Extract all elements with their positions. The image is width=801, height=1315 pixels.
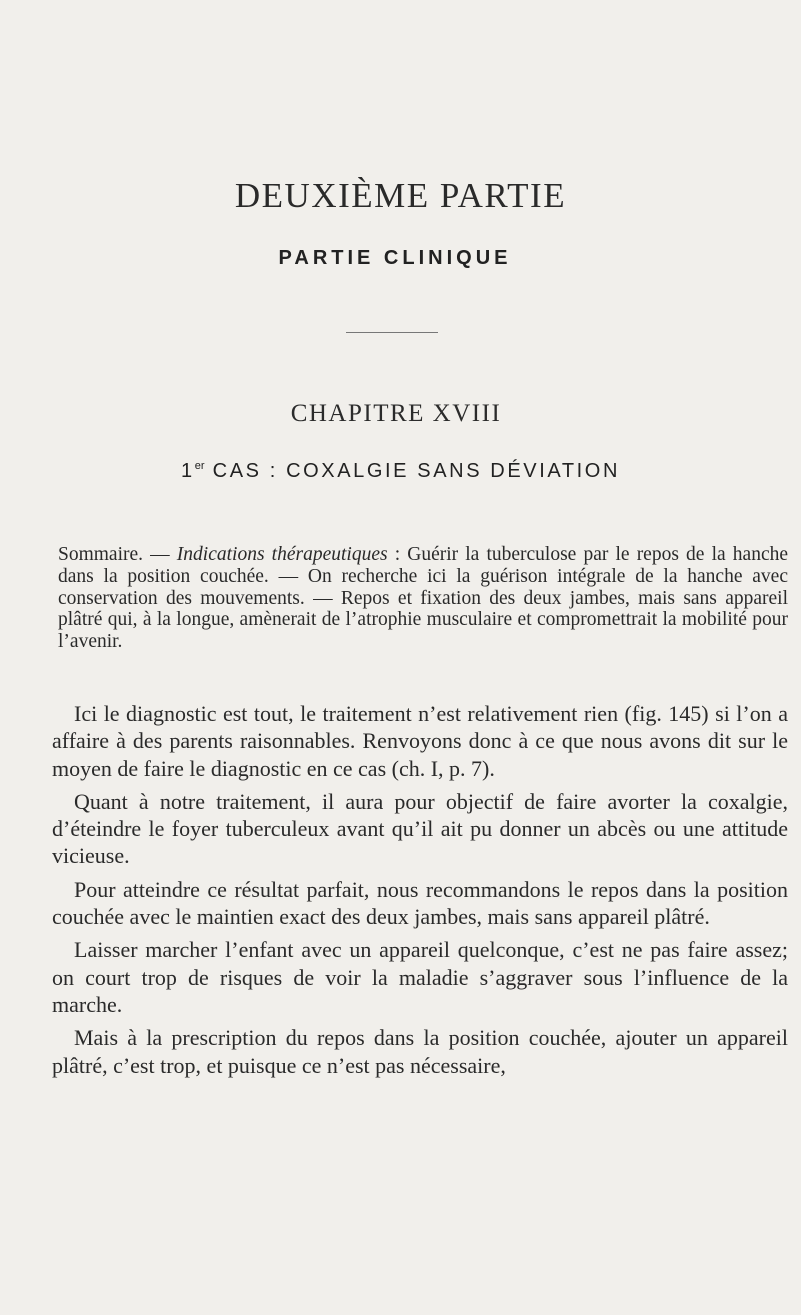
part-title: DEUXIÈME PARTIE (234, 176, 567, 215)
paragraph: Laisser marcher l’enfant avec un appareil quelconque, c’est ne pas faire assez; on court trop de risques de voir la maladie s’aggraver sous l’influence de la marche. (52, 937, 788, 1017)
summary-dash: — (143, 544, 177, 565)
case-number-suffix: er (194, 460, 205, 472)
section-subtitle: PARTIE CLINIQUE (278, 247, 512, 269)
paragraph: Pour atteindre ce résultat parfait, nous recommandons le repos dans la position couchée avec le maintien exact des deux jambes, mais sans appareil plâtré. (52, 876, 788, 930)
chapter-title: CHAPITRE XVIII (290, 400, 502, 427)
case-title (0, 460, 801, 483)
summary-label: Sommaire. (58, 544, 144, 565)
body-text (52, 700, 788, 1085)
case-label: CAS : COXALGIE SANS DÉVIATION (212, 460, 621, 482)
paragraph: Mais à la prescription du repos dans la position couchée, ajouter un appareil plâtré, c’est trop, et puisque ce n’est pas nécessaire, (52, 1025, 788, 1078)
paragraph: Quant à notre traitement, il aura pour objectif de faire avorter la coxalgie, d’éteindre le foyer tuberculeux avant qu’il ait pu donner un abcès ou une attitude vicieuse. (52, 788, 788, 869)
case-number: 1 (180, 460, 195, 482)
paragraph: Ici le diagnostic est tout, le traitement n’est relativement rien (fig. 145) si l’on a affaire à des parents raisonnables. Renvoyons donc à ce que nous avons dit sur le moyen de faire le diagnostic en ce cas (ch. I, p. 7). (52, 701, 788, 781)
summary-italic-heading: Indications thérapeutiques (176, 544, 388, 565)
summary-text: : Guérir la tuberculose par le repos de la hanche dans la position couchée. — On recherche ici la guérison intégrale de la hanche avec conservation des mouvements. — Repos et fixation des deux jambes, mais sans appareil plâtré qui, à la longue, amènerait de l’atrophie musculaire et compromettrait la mobilité pour l’avenir. (58, 544, 789, 653)
chapter-summary (58, 544, 788, 653)
divider-rule (346, 332, 438, 333)
